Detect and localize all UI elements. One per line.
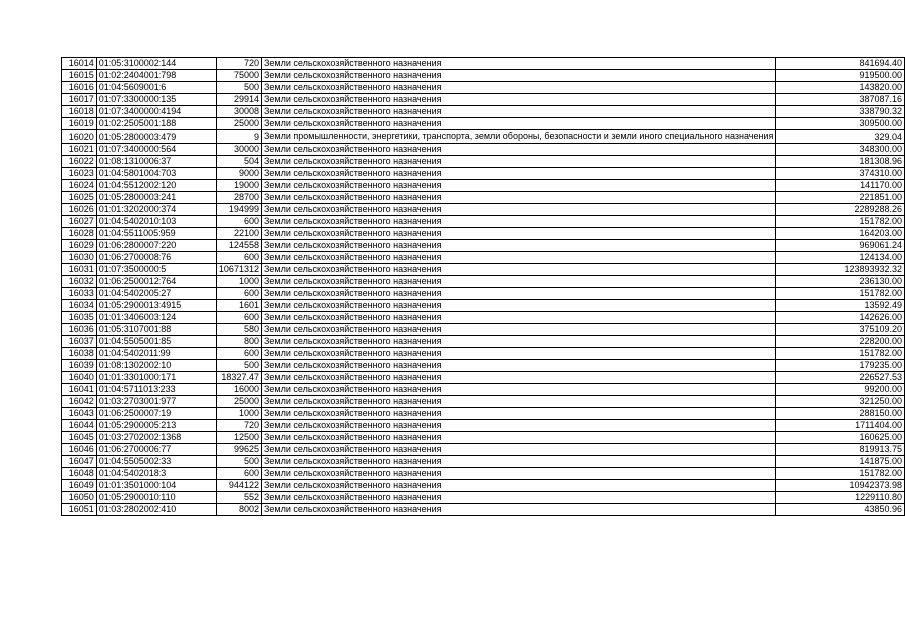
table-row xyxy=(62,360,905,372)
cadastral-value-cell: 99200.00 xyxy=(776,384,905,396)
row-number-cell: 16038 xyxy=(62,348,97,360)
row-number-cell: 16046 xyxy=(62,444,97,456)
area-cell: 9 xyxy=(216,130,261,144)
area-cell: 720 xyxy=(216,58,261,70)
area-cell: 30008 xyxy=(216,106,261,118)
land-category-cell: Земли сельскохозяйственного назначения xyxy=(261,468,775,480)
cadastral-value-cell: 181308.96 xyxy=(776,156,905,168)
cadastral-number-cell: 01:04:5511005:959 xyxy=(96,228,216,240)
cadastral-value-cell: 1711404.00 xyxy=(776,420,905,432)
area-cell: 600 xyxy=(216,312,261,324)
table-body xyxy=(62,58,905,516)
cadastral-number-cell: 01:04:5505002:33 xyxy=(96,456,216,468)
row-number-cell: 16015 xyxy=(62,70,97,82)
row-number-cell: 16051 xyxy=(62,504,97,516)
land-category-cell: Земли сельскохозяйственного назначения xyxy=(261,456,775,468)
row-number-cell: 16032 xyxy=(62,276,97,288)
cadastral-number-cell: 01:04:5505001:85 xyxy=(96,336,216,348)
area-cell: 12500 xyxy=(216,432,261,444)
cadastral-value-cell: 141875.00 xyxy=(776,456,905,468)
cadastral-number-cell: 01:03:2802002:410 xyxy=(96,504,216,516)
land-category-cell: Земли сельскохозяйственного назначения xyxy=(261,324,775,336)
land-category-cell: Земли сельскохозяйственного назначения xyxy=(261,420,775,432)
cadastral-value-cell: 43850.96 xyxy=(776,504,905,516)
land-category-cell: Земли сельскохозяйственного назначения xyxy=(261,168,775,180)
cadastral-value-cell: 164203.00 xyxy=(776,228,905,240)
area-cell: 600 xyxy=(216,252,261,264)
table-row xyxy=(62,336,905,348)
area-cell: 18327.47 xyxy=(216,372,261,384)
land-category-cell: Земли сельскохозяйственного назначения xyxy=(261,94,775,106)
table-row xyxy=(62,118,905,130)
row-number-cell: 16018 xyxy=(62,106,97,118)
table-row xyxy=(62,312,905,324)
cadastral-value-cell: 387087.16 xyxy=(776,94,905,106)
row-number-cell: 16021 xyxy=(62,144,97,156)
table-row xyxy=(62,58,905,70)
table-row xyxy=(62,348,905,360)
cadastral-number-cell: 01:06:2800007:220 xyxy=(96,240,216,252)
table-row xyxy=(62,168,905,180)
table-row xyxy=(62,180,905,192)
row-number-cell: 16019 xyxy=(62,118,97,130)
area-cell: 1000 xyxy=(216,408,261,420)
land-category-cell: Земли сельскохозяйственного назначения xyxy=(261,312,775,324)
land-category-cell: Земли промышленности, энергетики, транспорта, земли обороны, безопасности и земли иного специального назначения xyxy=(261,130,775,144)
cadastral-number-cell: 01:07:3300000:135 xyxy=(96,94,216,106)
cadastral-value-cell: 841694.40 xyxy=(776,58,905,70)
cadastral-number-cell: 01:01:3406003:124 xyxy=(96,312,216,324)
area-cell: 600 xyxy=(216,348,261,360)
area-cell: 944122 xyxy=(216,480,261,492)
cadastral-number-cell: 01:07:3500000:5 xyxy=(96,264,216,276)
row-number-cell: 16041 xyxy=(62,384,97,396)
area-cell: 500 xyxy=(216,456,261,468)
row-number-cell: 16044 xyxy=(62,420,97,432)
cadastral-number-cell: 01:05:2900013:4915 xyxy=(96,300,216,312)
cadastral-value-cell: 226527.53 xyxy=(776,372,905,384)
cadastral-value-cell: 1229110.80 xyxy=(776,492,905,504)
cadastral-value-cell: 151782.00 xyxy=(776,348,905,360)
area-cell: 16000 xyxy=(216,384,261,396)
area-cell: 9000 xyxy=(216,168,261,180)
land-category-cell: Земли сельскохозяйственного назначения xyxy=(261,396,775,408)
land-category-cell: Земли сельскохозяйственного назначения xyxy=(261,240,775,252)
table-row xyxy=(62,130,905,144)
cadastral-number-cell: 01:04:5402005:27 xyxy=(96,288,216,300)
cadastral-value-cell: 123893932.32 xyxy=(776,264,905,276)
cadastral-number-cell: 01:06:2700006:77 xyxy=(96,444,216,456)
cadastral-value-cell: 348300.00 xyxy=(776,144,905,156)
table-row xyxy=(62,300,905,312)
cadastral-number-cell: 01:05:2800003:479 xyxy=(96,130,216,144)
area-cell: 19000 xyxy=(216,180,261,192)
table-row xyxy=(62,70,905,82)
row-number-cell: 16050 xyxy=(62,492,97,504)
table-row xyxy=(62,94,905,106)
area-cell: 1000 xyxy=(216,276,261,288)
cadastral-value-cell: 288150.00 xyxy=(776,408,905,420)
row-number-cell: 16031 xyxy=(62,264,97,276)
row-number-cell: 16027 xyxy=(62,216,97,228)
table-row xyxy=(62,276,905,288)
table-row xyxy=(62,456,905,468)
cadastral-number-cell: 01:02:2505001:188 xyxy=(96,118,216,130)
row-number-cell: 16030 xyxy=(62,252,97,264)
row-number-cell: 16029 xyxy=(62,240,97,252)
cadastral-value-cell: 124134.00 xyxy=(776,252,905,264)
row-number-cell: 16035 xyxy=(62,312,97,324)
cadastral-value-cell: 151782.00 xyxy=(776,288,905,300)
table-row xyxy=(62,420,905,432)
area-cell: 25000 xyxy=(216,396,261,408)
land-category-cell: Земли сельскохозяйственного назначения xyxy=(261,264,775,276)
row-number-cell: 16047 xyxy=(62,456,97,468)
row-number-cell: 16036 xyxy=(62,324,97,336)
cadastral-number-cell: 01:04:5711013:233 xyxy=(96,384,216,396)
cadastral-value-cell: 236130.00 xyxy=(776,276,905,288)
land-category-cell: Земли сельскохозяйственного назначения xyxy=(261,360,775,372)
land-category-cell: Земли сельскохозяйственного назначения xyxy=(261,82,775,94)
cadastral-value-cell: 919500.00 xyxy=(776,70,905,82)
area-cell: 504 xyxy=(216,156,261,168)
table-row xyxy=(62,396,905,408)
row-number-cell: 16048 xyxy=(62,468,97,480)
land-category-cell: Земли сельскохозяйственного назначения xyxy=(261,432,775,444)
cadastral-number-cell: 01:04:5402010:103 xyxy=(96,216,216,228)
area-cell: 600 xyxy=(216,216,261,228)
cadastral-value-cell: 338790.32 xyxy=(776,106,905,118)
cadastral-number-cell: 01:04:5801004:703 xyxy=(96,168,216,180)
area-cell: 580 xyxy=(216,324,261,336)
cadastral-number-cell: 01:06:2500007:19 xyxy=(96,408,216,420)
row-number-cell: 16037 xyxy=(62,336,97,348)
table-row xyxy=(62,408,905,420)
table-row xyxy=(62,192,905,204)
land-category-cell: Земли сельскохозяйственного назначения xyxy=(261,444,775,456)
cadastral-value-cell: 221851.00 xyxy=(776,192,905,204)
area-cell: 600 xyxy=(216,468,261,480)
cadastral-number-cell: 01:05:3107001:88 xyxy=(96,324,216,336)
row-number-cell: 16034 xyxy=(62,300,97,312)
land-category-cell: Земли сельскохозяйственного назначения xyxy=(261,204,775,216)
area-cell: 99625 xyxy=(216,444,261,456)
row-number-cell: 16014 xyxy=(62,58,97,70)
land-category-cell: Земли сельскохозяйственного назначения xyxy=(261,216,775,228)
land-category-cell: Земли сельскохозяйственного назначения xyxy=(261,348,775,360)
cadastral-value-cell: 179235.00 xyxy=(776,360,905,372)
land-category-cell: Земли сельскохозяйственного назначения xyxy=(261,504,775,516)
cadastral-number-cell: 01:04:5402011:99 xyxy=(96,348,216,360)
cadastral-value-cell: 819913.75 xyxy=(776,444,905,456)
land-category-cell: Земли сельскохозяйственного назначения xyxy=(261,70,775,82)
area-cell: 500 xyxy=(216,360,261,372)
table-row xyxy=(62,204,905,216)
table-row xyxy=(62,480,905,492)
cadastral-number-cell: 01:05:2900010:110 xyxy=(96,492,216,504)
table-row xyxy=(62,384,905,396)
area-cell: 552 xyxy=(216,492,261,504)
land-category-cell: Земли сельскохозяйственного назначения xyxy=(261,480,775,492)
area-cell: 1601 xyxy=(216,300,261,312)
row-number-cell: 16023 xyxy=(62,168,97,180)
area-cell: 75000 xyxy=(216,70,261,82)
row-number-cell: 16020 xyxy=(62,130,97,144)
row-number-cell: 16028 xyxy=(62,228,97,240)
cadastral-number-cell: 01:04:5512002:120 xyxy=(96,180,216,192)
cadastral-value-cell: 321250.00 xyxy=(776,396,905,408)
cadastral-value-cell: 309500.00 xyxy=(776,118,905,130)
land-category-cell: Земли сельскохозяйственного назначения xyxy=(261,144,775,156)
land-parcels-table xyxy=(61,57,905,516)
area-cell: 25000 xyxy=(216,118,261,130)
area-cell: 500 xyxy=(216,82,261,94)
table-row xyxy=(62,252,905,264)
cadastral-value-cell: 13592.49 xyxy=(776,300,905,312)
area-cell: 124558 xyxy=(216,240,261,252)
table-row xyxy=(62,228,905,240)
land-category-cell: Земли сельскохозяйственного назначения xyxy=(261,408,775,420)
table-row xyxy=(62,82,905,94)
table-row xyxy=(62,106,905,118)
land-category-cell: Земли сельскохозяйственного назначения xyxy=(261,106,775,118)
table-row xyxy=(62,288,905,300)
cadastral-value-cell: 374310.00 xyxy=(776,168,905,180)
cadastral-value-cell: 969061.24 xyxy=(776,240,905,252)
cadastral-number-cell: 01:08:1302002:10 xyxy=(96,360,216,372)
area-cell: 30000 xyxy=(216,144,261,156)
row-number-cell: 16039 xyxy=(62,360,97,372)
table-row xyxy=(62,240,905,252)
land-category-cell: Земли сельскохозяйственного назначения xyxy=(261,156,775,168)
row-number-cell: 16045 xyxy=(62,432,97,444)
land-category-cell: Земли сельскохозяйственного назначения xyxy=(261,192,775,204)
table-row xyxy=(62,432,905,444)
table-row xyxy=(62,468,905,480)
land-category-cell: Земли сельскохозяйственного назначения xyxy=(261,372,775,384)
table-row xyxy=(62,444,905,456)
cadastral-number-cell: 01:04:5402018:3 xyxy=(96,468,216,480)
table-row xyxy=(62,216,905,228)
cadastral-value-cell: 2289288.26 xyxy=(776,204,905,216)
row-number-cell: 16024 xyxy=(62,180,97,192)
cadastral-value-cell: 143820.00 xyxy=(776,82,905,94)
table-row xyxy=(62,144,905,156)
land-category-cell: Земли сельскохозяйственного назначения xyxy=(261,228,775,240)
row-number-cell: 16049 xyxy=(62,480,97,492)
cadastral-value-cell: 10942373.98 xyxy=(776,480,905,492)
area-cell: 800 xyxy=(216,336,261,348)
land-category-cell: Земли сельскохозяйственного назначения xyxy=(261,58,775,70)
area-cell: 28700 xyxy=(216,192,261,204)
cadastral-number-cell: 01:06:2500012:764 xyxy=(96,276,216,288)
table-row xyxy=(62,492,905,504)
cadastral-number-cell: 01:05:2800003:241 xyxy=(96,192,216,204)
cadastral-value-cell: 160625.00 xyxy=(776,432,905,444)
cadastral-number-cell: 01:01:3202000:374 xyxy=(96,204,216,216)
cadastral-number-cell: 01:03:2703001:977 xyxy=(96,396,216,408)
table-row xyxy=(62,372,905,384)
row-number-cell: 16040 xyxy=(62,372,97,384)
land-category-cell: Земли сельскохозяйственного назначения xyxy=(261,252,775,264)
area-cell: 8002 xyxy=(216,504,261,516)
cadastral-value-cell: 228200.00 xyxy=(776,336,905,348)
cadastral-value-cell: 151782.00 xyxy=(776,216,905,228)
cadastral-number-cell: 01:03:2702002:1368 xyxy=(96,432,216,444)
land-category-cell: Земли сельскохозяйственного назначения xyxy=(261,276,775,288)
area-cell: 22100 xyxy=(216,228,261,240)
cadastral-value-cell: 375109.20 xyxy=(776,324,905,336)
land-category-cell: Земли сельскохозяйственного назначения xyxy=(261,118,775,130)
area-cell: 29914 xyxy=(216,94,261,106)
cadastral-number-cell: 01:05:3100002:144 xyxy=(96,58,216,70)
cadastral-number-cell: 01:04:5609001:6 xyxy=(96,82,216,94)
land-category-cell: Земли сельскохозяйственного назначения xyxy=(261,180,775,192)
area-cell: 10671312 xyxy=(216,264,261,276)
area-cell: 600 xyxy=(216,288,261,300)
land-category-cell: Земли сельскохозяйственного назначения xyxy=(261,384,775,396)
row-number-cell: 16043 xyxy=(62,408,97,420)
cadastral-number-cell: 01:02:2404001:798 xyxy=(96,70,216,82)
cadastral-number-cell: 01:08:1310006:37 xyxy=(96,156,216,168)
land-category-cell: Земли сельскохозяйственного назначения xyxy=(261,336,775,348)
cadastral-number-cell: 01:01:3501000:104 xyxy=(96,480,216,492)
cadastral-number-cell: 01:05:2900005:213 xyxy=(96,420,216,432)
land-category-cell: Земли сельскохозяйственного назначения xyxy=(261,300,775,312)
cadastral-value-cell: 141170.00 xyxy=(776,180,905,192)
cadastral-value-cell: 151782.00 xyxy=(776,468,905,480)
row-number-cell: 16025 xyxy=(62,192,97,204)
table-row xyxy=(62,504,905,516)
row-number-cell: 16017 xyxy=(62,94,97,106)
cadastral-number-cell: 01:07:3400000:564 xyxy=(96,144,216,156)
cadastral-number-cell: 01:01:3301000:171 xyxy=(96,372,216,384)
area-cell: 720 xyxy=(216,420,261,432)
row-number-cell: 16033 xyxy=(62,288,97,300)
table-row xyxy=(62,324,905,336)
land-category-cell: Земли сельскохозяйственного назначения xyxy=(261,288,775,300)
area-cell: 194999 xyxy=(216,204,261,216)
table-row xyxy=(62,156,905,168)
land-category-cell: Земли сельскохозяйственного назначения xyxy=(261,492,775,504)
cadastral-number-cell: 01:07:3400000:4194 xyxy=(96,106,216,118)
cadastral-value-cell: 142626.00 xyxy=(776,312,905,324)
cadastral-value-cell: 329.04 xyxy=(776,130,905,144)
cadastral-number-cell: 01:06:2700008:76 xyxy=(96,252,216,264)
row-number-cell: 16016 xyxy=(62,82,97,94)
row-number-cell: 16022 xyxy=(62,156,97,168)
table-row xyxy=(62,264,905,276)
row-number-cell: 16026 xyxy=(62,204,97,216)
row-number-cell: 16042 xyxy=(62,396,97,408)
